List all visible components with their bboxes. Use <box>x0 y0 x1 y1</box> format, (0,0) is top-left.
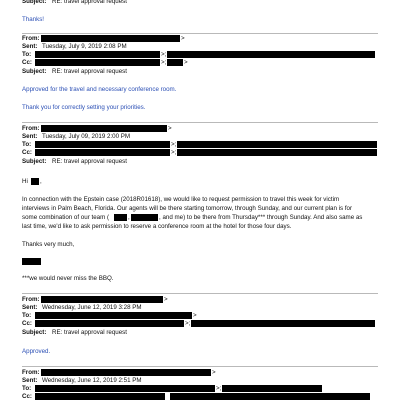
body-paragraph-line: In connection with the Epstein case (2018R01618), we would like to request permission to travel this week for victim <box>22 196 340 203</box>
redaction-bar <box>31 178 39 185</box>
redaction-bar <box>35 312 192 319</box>
body-paragraph-line: last time, we'd like to ask permission to reserve a conference room at the hotel for those four days. <box>22 223 292 230</box>
redaction-bar <box>41 369 211 376</box>
email-delimiter: > <box>212 369 216 376</box>
redaction-bar <box>35 149 170 156</box>
greeting-comma: , <box>40 178 42 185</box>
sent-label: Sent: <box>22 304 38 311</box>
sent-label: Sent: <box>22 43 38 50</box>
email-delimiter: >; <box>185 320 191 327</box>
redaction-bar <box>41 296 163 303</box>
subject-label: Subject: <box>22 68 47 75</box>
email-delimiter: >; <box>171 149 177 156</box>
sent-date: Wednesday, June 12, 2019 3:28 PM <box>42 304 142 311</box>
redaction-bar <box>177 149 377 156</box>
sent-date: Wednesday, June 12, 2019 2:51 PM <box>42 377 142 384</box>
redaction-bar <box>35 320 184 327</box>
from-label: From: <box>22 125 40 132</box>
redaction-bar <box>35 59 160 66</box>
email-delimiter: > <box>193 312 197 319</box>
subject-value: RE: travel approval request <box>52 329 127 336</box>
cc-label: Cc: <box>22 149 32 156</box>
redaction-bar <box>131 214 158 221</box>
email-body-thanks: Thanks! <box>22 16 45 23</box>
sent-date: Tuesday, July 9, 2019 2:08 PM <box>42 43 127 50</box>
email-delimiter: >; <box>171 141 177 148</box>
closing: Thanks very much, <box>22 241 75 248</box>
redaction-bar <box>177 141 377 148</box>
to-label: To: <box>22 312 32 319</box>
redaction-bar <box>35 385 215 392</box>
email-separator <box>22 33 378 34</box>
from-label: From: <box>22 369 40 376</box>
postscript: ***we would never miss the BBQ. <box>22 275 114 282</box>
redaction-bar <box>41 125 167 132</box>
subject-value: RE: travel approval request <box>52 68 127 75</box>
cc-label: Cc: <box>22 59 32 66</box>
cc-label: Cc: <box>22 393 32 400</box>
body-paragraph-line-a: some combination of our team ( <box>22 214 110 221</box>
to-label: To: <box>22 51 32 58</box>
body-paragraph-line-b: , <box>128 214 130 221</box>
redaction-bar <box>170 393 370 400</box>
redaction-bar <box>35 51 160 58</box>
from-label: From: <box>22 296 40 303</box>
redaction-bar <box>114 214 127 221</box>
email-delimiter: > <box>164 296 168 303</box>
redaction-bar <box>167 51 375 58</box>
email-delimiter: >; <box>216 385 222 392</box>
from-label: From: <box>22 35 40 42</box>
subject-value: RE: travel approval request <box>52 158 127 165</box>
sent-date: Tuesday, July 09, 2019 2:00 PM <box>42 133 131 140</box>
email-body-line: Thank you for correctly setting your priorities. <box>22 104 146 111</box>
email-delimiter: >; <box>161 59 167 66</box>
subject-label: Subject: <box>22 158 47 165</box>
redaction-bar <box>167 59 183 66</box>
body-paragraph-line: interviews in Palm Beach, Florida. Our agents will be there starting tomorrow, through Sunday, and our current plan is for <box>22 205 353 212</box>
redaction-bar <box>222 385 322 392</box>
greeting: Hi <box>22 178 28 185</box>
redaction-bar <box>22 258 41 265</box>
cc-label: Cc: <box>22 320 32 327</box>
email-delimiter: >; <box>161 51 167 58</box>
subject-label: Subject: <box>22 0 47 5</box>
to-label: To: <box>22 385 32 392</box>
email-separator <box>22 293 378 294</box>
email-delimiter: > <box>181 35 185 42</box>
email-separator <box>22 122 378 123</box>
sent-label: Sent: <box>22 377 38 384</box>
email-delimiter: > <box>168 125 172 132</box>
sent-label: Sent: <box>22 133 38 140</box>
email-body-approved: Approved. <box>22 348 51 355</box>
subject-label: Subject: <box>22 329 47 336</box>
redaction-bar <box>191 320 375 327</box>
to-label: To: <box>22 141 32 148</box>
redaction-bar <box>35 393 165 400</box>
redaction-bar <box>41 35 180 42</box>
email-delimiter: > <box>184 59 188 66</box>
redaction-bar <box>35 141 170 148</box>
body-paragraph-line-c: , and me) to be there from Thursday*** through Sunday. And also same as <box>159 214 363 221</box>
email-body-line: Approved for the travel and necessary conference room. <box>22 86 177 93</box>
subject-value: RE: travel approval request <box>52 0 127 5</box>
email-separator <box>22 366 378 367</box>
